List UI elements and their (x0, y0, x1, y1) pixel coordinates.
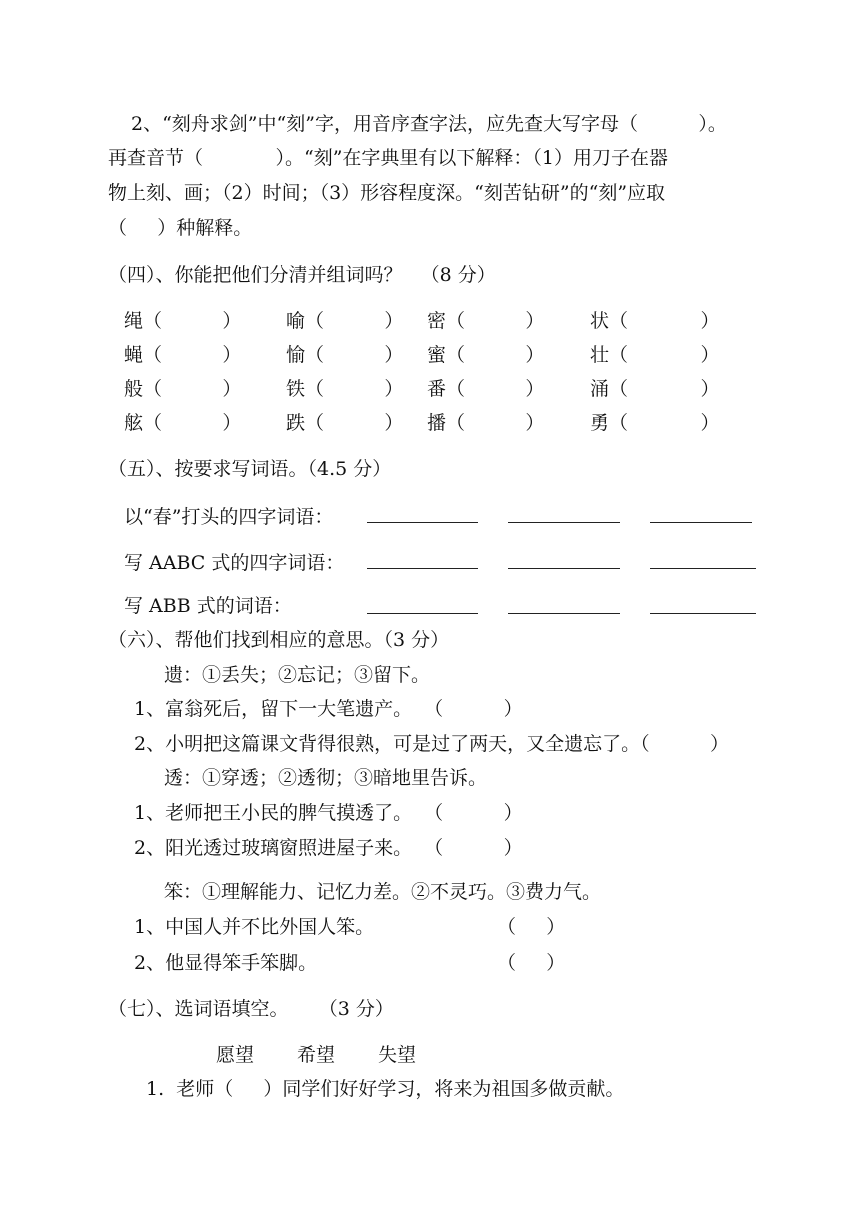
s4-cell: 铁（ ） (286, 378, 404, 400)
s4-cell: 勇（ ） (590, 412, 720, 434)
s4-cell: 绳（ ） (124, 310, 242, 332)
s6-question: 2、他显得笨手笨脚。 (134, 952, 318, 974)
section-4-title: （四）、你能把他们分清并组词吗？ （8 分） (108, 264, 496, 286)
section-5-title: （五）、按要求写词语。（4.5 分） (108, 458, 392, 480)
answer-blank[interactable] (367, 522, 478, 523)
s4-cell: 蜜（ ） (427, 344, 545, 366)
answer-blank[interactable] (367, 568, 478, 569)
s6-question: 1、中国人并不比外国人笨。 (134, 916, 375, 938)
s4-cell: 状（ ） (590, 310, 720, 332)
q2-line-2: 再查音节（ ）。“刻”在字典里有以下解释：（1）用刀子在器 (108, 147, 668, 169)
s7-question: 1. 老师（ ）同学们好好学习，将来为祖国多做贡献。 (146, 1078, 625, 1100)
section-6-title: （六）、帮他们找到相应的意思。（3 分） (108, 629, 450, 651)
s5-item-label: 写 AABC 式的四字词语： (124, 552, 345, 574)
definition-ben: 笨：①理解能力、记忆力差。②不灵巧。③费力气。 (164, 881, 602, 903)
q2-line-1: 2、“刻舟求剑”中“刻”字，用音序查字法，应先查大写字母（ ）。 (131, 113, 727, 135)
s6-question: 1、富翁死后，留下一大笔遗产。 （ ） (134, 698, 523, 720)
s6-question: 2、小明把这篇课文背得很熟，可是过了两天，又全遗忘了。（ ） (134, 733, 729, 755)
s6-question: 1、老师把王小民的脾气摸透了。 （ ） (134, 802, 523, 824)
s4-cell: 蝇（ ） (124, 344, 242, 366)
s4-cell: 番（ ） (427, 378, 545, 400)
q2-line-4: （ ）种解释。 (108, 217, 253, 239)
answer-blank[interactable] (508, 568, 620, 569)
answer-blank[interactable] (508, 613, 620, 614)
answer-blank[interactable] (367, 613, 478, 614)
s5-item-label: 写 ABB 式的词语： (124, 595, 292, 617)
s4-cell: 舷（ ） (124, 412, 242, 434)
s4-cell: 涌（ ） (590, 378, 720, 400)
s6-question: 2、阳光透过玻璃窗照进屋子来。 （ ） (134, 837, 523, 859)
word-choice: 愿望 (216, 1044, 255, 1066)
answer-blank[interactable] (650, 568, 756, 569)
q2-line-3: 物上刻、画；（2）时间；（3）形容程度深。“刻苦钻研”的“刻”应取 (108, 182, 666, 204)
answer-blank[interactable] (650, 613, 756, 614)
answer-blank[interactable] (650, 522, 752, 523)
definition-yi: 遗：①丢失；②忘记；③留下。 (164, 664, 431, 686)
s4-cell: 播（ ） (427, 412, 545, 434)
answer-blank[interactable] (508, 522, 620, 523)
answer-paren: （ ） (497, 952, 566, 974)
section-7-title: （七）、选词语填空。 （3 分） (108, 998, 394, 1020)
definition-tou: 透：①穿透；②透彻；③暗地里告诉。 (164, 767, 488, 789)
s4-cell: 壮（ ） (590, 344, 720, 366)
s4-cell: 喻（ ） (286, 310, 404, 332)
s4-cell: 跌（ ） (286, 412, 404, 434)
s4-cell: 密（ ） (427, 310, 545, 332)
s4-cell: 愉（ ） (286, 344, 404, 366)
s5-item-label: 以“春”打头的四字词语： (124, 506, 334, 528)
word-choice: 希望 (297, 1044, 336, 1066)
answer-paren: （ ） (497, 916, 566, 938)
s4-cell: 般（ ） (124, 378, 242, 400)
word-choice: 失望 (378, 1044, 417, 1066)
